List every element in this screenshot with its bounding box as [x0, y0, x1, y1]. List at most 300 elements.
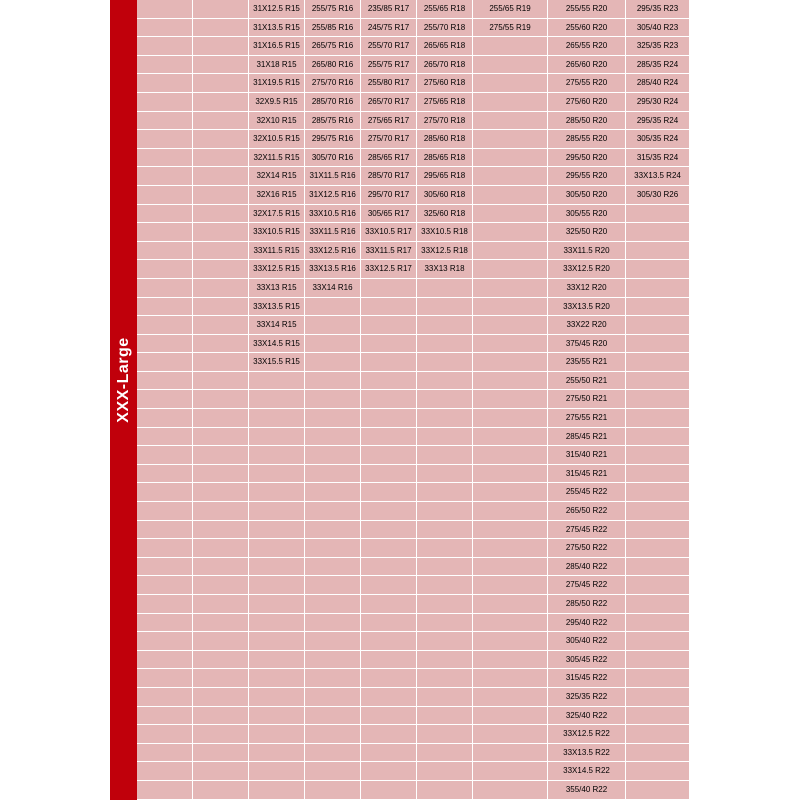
table-cell: [473, 558, 548, 577]
tire-size-cell: 31X19.5 R15: [249, 74, 305, 93]
table-cell: [417, 576, 473, 595]
table-cell: [137, 0, 193, 19]
table-cell: [249, 744, 305, 763]
tire-size-cell: 33X10.5 R16: [305, 205, 361, 224]
table-cell: [137, 260, 193, 279]
tire-size-cell: 33X10.5 R18: [417, 223, 473, 242]
tire-size-cell: 33X14 R16: [305, 279, 361, 298]
tire-size-cell: 31X16.5 R15: [249, 37, 305, 56]
table-cell: [473, 316, 548, 335]
table-cell: [193, 205, 249, 224]
tire-size-cell: 31X11.5 R16: [305, 167, 361, 186]
table-cell: [361, 390, 417, 409]
table-cell: [193, 353, 249, 372]
table-cell: [305, 409, 361, 428]
table-cell: [473, 112, 548, 131]
table-cell: [193, 558, 249, 577]
table-cell: [249, 428, 305, 447]
table-cell: [137, 37, 193, 56]
category-label: XXX-Large: [114, 337, 132, 423]
table-cell: [473, 149, 548, 168]
table-cell: [473, 539, 548, 558]
table-cell: [137, 149, 193, 168]
tire-size-cell: 265/80 R16: [305, 56, 361, 75]
table-cell: [473, 651, 548, 670]
table-cell: [305, 744, 361, 763]
tire-size-cell: 295/55 R20: [548, 167, 626, 186]
tire-size-cell: 305/70 R16: [305, 149, 361, 168]
tire-size-cell: 315/40 R21: [548, 446, 626, 465]
table-cell: [249, 614, 305, 633]
table-cell: [473, 409, 548, 428]
table-cell: [417, 483, 473, 502]
table-cell: [249, 781, 305, 800]
tire-size-cell: 305/30 R26: [626, 186, 690, 205]
tire-size-cell: 375/45 R20: [548, 335, 626, 354]
tire-size-cell: 315/35 R24: [626, 149, 690, 168]
tire-size-cell: 275/70 R18: [417, 112, 473, 131]
table-cell: [305, 632, 361, 651]
table-cell: [361, 521, 417, 540]
table-cell: [361, 762, 417, 781]
table-cell: [305, 335, 361, 354]
tire-size-cell: 285/60 R18: [417, 130, 473, 149]
table-cell: [626, 651, 690, 670]
table-cell: [417, 614, 473, 633]
table-cell: [361, 539, 417, 558]
table-cell: [626, 614, 690, 633]
table-cell: [137, 614, 193, 633]
tire-size-cell: 33X12.5 R20: [548, 260, 626, 279]
tire-size-cell: 305/65 R17: [361, 205, 417, 224]
tire-size-cell: 31X12.5 R16: [305, 186, 361, 205]
table-cell: [193, 260, 249, 279]
table-cell: [305, 688, 361, 707]
table-cell: [417, 335, 473, 354]
tire-size-table: [137, 0, 690, 800]
tire-size-cell: 285/65 R18: [417, 149, 473, 168]
tire-size-cell: 33X12.5 R18: [417, 242, 473, 261]
table-cell: [137, 390, 193, 409]
tire-size-cell: 255/55 R20: [548, 0, 626, 19]
tire-size-cell: 275/60 R20: [548, 93, 626, 112]
table-cell: [137, 205, 193, 224]
table-cell: [137, 521, 193, 540]
tire-size-cell: 315/45 R21: [548, 465, 626, 484]
table-cell: [137, 316, 193, 335]
tire-size-cell: 315/45 R22: [548, 669, 626, 688]
table-cell: [193, 502, 249, 521]
table-cell: [473, 242, 548, 261]
tire-size-cell: 245/75 R17: [361, 19, 417, 38]
table-cell: [361, 409, 417, 428]
tire-size-cell: 305/35 R24: [626, 130, 690, 149]
tire-size-cell: 32X10.5 R15: [249, 130, 305, 149]
tire-size-cell: 285/55 R20: [548, 130, 626, 149]
table-cell: [626, 576, 690, 595]
table-cell: [626, 335, 690, 354]
tire-size-cell: 285/70 R16: [305, 93, 361, 112]
table-cell: [249, 651, 305, 670]
tire-size-cell: 275/45 R22: [548, 576, 626, 595]
tire-size-cell: 265/75 R16: [305, 37, 361, 56]
table-cell: [137, 651, 193, 670]
tire-size-cell: 295/70 R17: [361, 186, 417, 205]
category-band: [110, 0, 137, 800]
table-cell: [137, 93, 193, 112]
table-cell: [361, 558, 417, 577]
table-cell: [193, 428, 249, 447]
table-cell: [249, 669, 305, 688]
table-cell: [417, 390, 473, 409]
table-cell: [193, 223, 249, 242]
table-cell: [473, 279, 548, 298]
tire-size-cell: 255/80 R17: [361, 74, 417, 93]
table-cell: [305, 372, 361, 391]
table-cell: [417, 465, 473, 484]
tire-size-cell: 305/55 R20: [548, 205, 626, 224]
tire-size-cell: 255/75 R16: [305, 0, 361, 19]
table-cell: [626, 428, 690, 447]
table-cell: [626, 688, 690, 707]
table-cell: [193, 409, 249, 428]
tire-size-cell: 33X12.5 R22: [548, 725, 626, 744]
table-cell: [193, 56, 249, 75]
tire-size-cell: 295/40 R22: [548, 614, 626, 633]
table-cell: [626, 539, 690, 558]
table-cell: [626, 483, 690, 502]
table-cell: [193, 669, 249, 688]
table-cell: [193, 688, 249, 707]
table-cell: [473, 781, 548, 800]
table-cell: [417, 539, 473, 558]
table-cell: [137, 725, 193, 744]
page-margin: [690, 0, 800, 800]
table-cell: [305, 707, 361, 726]
tire-size-cell: 33X13.5 R15: [249, 298, 305, 317]
table-cell: [626, 595, 690, 614]
table-cell: [193, 521, 249, 540]
tire-size-cell: 275/70 R17: [361, 130, 417, 149]
table-cell: [417, 298, 473, 317]
table-cell: [137, 669, 193, 688]
tire-size-cell: 275/70 R16: [305, 74, 361, 93]
table-cell: [137, 130, 193, 149]
table-cell: [137, 558, 193, 577]
table-cell: [305, 669, 361, 688]
table-cell: [473, 93, 548, 112]
table-cell: [361, 725, 417, 744]
tire-size-cell: 285/50 R22: [548, 595, 626, 614]
table-cell: [305, 316, 361, 335]
tire-size-cell: 32X9.5 R15: [249, 93, 305, 112]
table-cell: [473, 483, 548, 502]
table-cell: [626, 465, 690, 484]
table-cell: [137, 539, 193, 558]
table-cell: [473, 298, 548, 317]
table-cell: [473, 595, 548, 614]
table-cell: [361, 632, 417, 651]
tire-size-cell: 265/70 R18: [417, 56, 473, 75]
tire-size-cell: 255/65 R18: [417, 0, 473, 19]
table-cell: [193, 130, 249, 149]
table-cell: [473, 465, 548, 484]
table-cell: [417, 502, 473, 521]
table-cell: [473, 74, 548, 93]
tire-size-cell: 285/45 R21: [548, 428, 626, 447]
table-cell: [249, 409, 305, 428]
tire-size-cell: 265/50 R22: [548, 502, 626, 521]
table-cell: [305, 521, 361, 540]
table-cell: [249, 595, 305, 614]
table-cell: [305, 446, 361, 465]
tire-size-cell: 325/50 R20: [548, 223, 626, 242]
tire-size-cell: 305/50 R20: [548, 186, 626, 205]
table-cell: [417, 632, 473, 651]
table-cell: [626, 744, 690, 763]
tire-size-cell: 33X12.5 R16: [305, 242, 361, 261]
table-cell: [137, 223, 193, 242]
table-cell: [137, 762, 193, 781]
table-cell: [417, 707, 473, 726]
table-cell: [626, 707, 690, 726]
table-cell: [417, 688, 473, 707]
table-cell: [305, 595, 361, 614]
tire-size-cell: 355/40 R22: [548, 781, 626, 800]
table-cell: [305, 502, 361, 521]
table-cell: [249, 707, 305, 726]
tire-size-cell: 33X13.5 R16: [305, 260, 361, 279]
table-cell: [249, 558, 305, 577]
tire-size-cell: 295/30 R24: [626, 93, 690, 112]
table-cell: [473, 130, 548, 149]
table-cell: [249, 372, 305, 391]
tire-size-cell: 295/75 R16: [305, 130, 361, 149]
tire-size-cell: 285/50 R20: [548, 112, 626, 131]
tire-size-cell: 305/40 R22: [548, 632, 626, 651]
table-cell: [193, 539, 249, 558]
table-cell: [137, 74, 193, 93]
table-cell: [193, 19, 249, 38]
tire-size-cell: 285/40 R22: [548, 558, 626, 577]
tire-size-cell: 285/35 R24: [626, 56, 690, 75]
table-cell: [193, 242, 249, 261]
table-cell: [626, 669, 690, 688]
table-cell: [361, 372, 417, 391]
tire-size-cell: 33X12.5 R15: [249, 260, 305, 279]
table-cell: [305, 558, 361, 577]
tire-size-cell: 33X10.5 R17: [361, 223, 417, 242]
tire-size-cell: 32X17.5 R15: [249, 205, 305, 224]
table-cell: [417, 762, 473, 781]
table-cell: [137, 409, 193, 428]
table-cell: [137, 335, 193, 354]
tire-size-cell: 275/45 R22: [548, 521, 626, 540]
table-cell: [473, 205, 548, 224]
tire-size-cell: 33X13.5 R24: [626, 167, 690, 186]
table-cell: [193, 725, 249, 744]
table-cell: [361, 502, 417, 521]
tire-size-cell: 295/65 R18: [417, 167, 473, 186]
table-cell: [305, 614, 361, 633]
tire-size-cell: 325/40 R22: [548, 707, 626, 726]
table-cell: [473, 186, 548, 205]
tire-size-cell: 255/50 R21: [548, 372, 626, 391]
table-cell: [249, 688, 305, 707]
tire-size-cell: 33X13 R15: [249, 279, 305, 298]
table-cell: [626, 390, 690, 409]
table-cell: [626, 372, 690, 391]
table-cell: [193, 112, 249, 131]
tire-size-cell: 265/65 R18: [417, 37, 473, 56]
table-cell: [137, 688, 193, 707]
table-cell: [305, 390, 361, 409]
table-cell: [473, 390, 548, 409]
table-cell: [417, 669, 473, 688]
table-cell: [361, 353, 417, 372]
table-cell: [361, 669, 417, 688]
table-cell: [249, 390, 305, 409]
tire-size-cell: 255/70 R18: [417, 19, 473, 38]
table-cell: [417, 409, 473, 428]
table-cell: [193, 651, 249, 670]
table-cell: [193, 744, 249, 763]
table-cell: [417, 279, 473, 298]
table-cell: [626, 279, 690, 298]
table-cell: [473, 744, 548, 763]
table-cell: [626, 409, 690, 428]
table-cell: [473, 614, 548, 633]
tire-size-cell: 32X14 R15: [249, 167, 305, 186]
table-cell: [137, 502, 193, 521]
table-cell: [417, 781, 473, 800]
table-cell: [473, 167, 548, 186]
table-cell: [305, 298, 361, 317]
table-cell: [626, 298, 690, 317]
table-cell: [137, 167, 193, 186]
table-cell: [473, 502, 548, 521]
table-cell: [249, 576, 305, 595]
table-cell: [626, 632, 690, 651]
table-cell: [626, 781, 690, 800]
table-cell: [361, 298, 417, 317]
tire-size-cell: 285/70 R17: [361, 167, 417, 186]
table-cell: [361, 279, 417, 298]
table-cell: [137, 279, 193, 298]
tire-size-cell: 255/70 R17: [361, 37, 417, 56]
tire-size-cell: 255/75 R17: [361, 56, 417, 75]
table-cell: [473, 428, 548, 447]
table-cell: [249, 632, 305, 651]
tire-size-cell: 33X14.5 R22: [548, 762, 626, 781]
tire-size-cell: 285/75 R16: [305, 112, 361, 131]
table-cell: [249, 521, 305, 540]
table-cell: [473, 335, 548, 354]
tire-size-cell: 325/35 R22: [548, 688, 626, 707]
tire-size-cell: 33X11.5 R20: [548, 242, 626, 261]
tire-size-cell: 305/45 R22: [548, 651, 626, 670]
tire-size-cell: 31X12.5 R15: [249, 0, 305, 19]
tire-size-cell: 33X11.5 R15: [249, 242, 305, 261]
table-cell: [473, 56, 548, 75]
table-cell: [626, 223, 690, 242]
table-cell: [473, 521, 548, 540]
tire-size-cell: 275/55 R19: [473, 19, 548, 38]
tire-size-cell: 33X14.5 R15: [249, 335, 305, 354]
table-cell: [305, 762, 361, 781]
table-cell: [361, 707, 417, 726]
table-cell: [193, 279, 249, 298]
table-cell: [137, 707, 193, 726]
table-cell: [626, 260, 690, 279]
table-cell: [626, 446, 690, 465]
tire-size-cell: 265/60 R20: [548, 56, 626, 75]
table-cell: [417, 521, 473, 540]
table-cell: [361, 595, 417, 614]
table-cell: [193, 781, 249, 800]
table-cell: [137, 372, 193, 391]
table-cell: [193, 707, 249, 726]
tire-size-cell: 33X13.5 R22: [548, 744, 626, 763]
table-cell: [417, 446, 473, 465]
table-cell: [193, 576, 249, 595]
tire-size-cell: 295/35 R23: [626, 0, 690, 19]
table-cell: [137, 595, 193, 614]
table-cell: [193, 0, 249, 19]
tire-size-cell: 265/55 R20: [548, 37, 626, 56]
tire-size-cell: 255/60 R20: [548, 19, 626, 38]
table-cell: [137, 56, 193, 75]
table-cell: [361, 483, 417, 502]
table-cell: [137, 353, 193, 372]
table-cell: [305, 465, 361, 484]
table-cell: [193, 74, 249, 93]
tire-size-cell: 33X13 R18: [417, 260, 473, 279]
table-cell: [361, 744, 417, 763]
table-cell: [137, 465, 193, 484]
table-cell: [473, 372, 548, 391]
table-cell: [249, 446, 305, 465]
table-cell: [626, 316, 690, 335]
tire-size-cell: 33X11.5 R16: [305, 223, 361, 242]
table-cell: [361, 614, 417, 633]
tire-size-cell: 255/85 R16: [305, 19, 361, 38]
tire-size-cell: 32X16 R15: [249, 186, 305, 205]
table-cell: [305, 576, 361, 595]
table-cell: [193, 595, 249, 614]
tire-size-cell: 275/60 R18: [417, 74, 473, 93]
table-cell: [626, 558, 690, 577]
table-cell: [193, 762, 249, 781]
table-cell: [193, 465, 249, 484]
tire-size-cell: 235/85 R17: [361, 0, 417, 19]
tire-size-cell: 275/50 R21: [548, 390, 626, 409]
tire-size-cell: 325/35 R23: [626, 37, 690, 56]
table-cell: [137, 186, 193, 205]
table-cell: [361, 688, 417, 707]
tire-size-cell: 275/65 R18: [417, 93, 473, 112]
table-cell: [417, 744, 473, 763]
table-cell: [417, 595, 473, 614]
tire-size-cell: 31X13.5 R15: [249, 19, 305, 38]
table-cell: [193, 93, 249, 112]
table-cell: [193, 372, 249, 391]
tire-size-cell: 32X10 R15: [249, 112, 305, 131]
tire-size-cell: 33X10.5 R15: [249, 223, 305, 242]
table-cell: [361, 446, 417, 465]
table-cell: [473, 688, 548, 707]
table-cell: [626, 762, 690, 781]
